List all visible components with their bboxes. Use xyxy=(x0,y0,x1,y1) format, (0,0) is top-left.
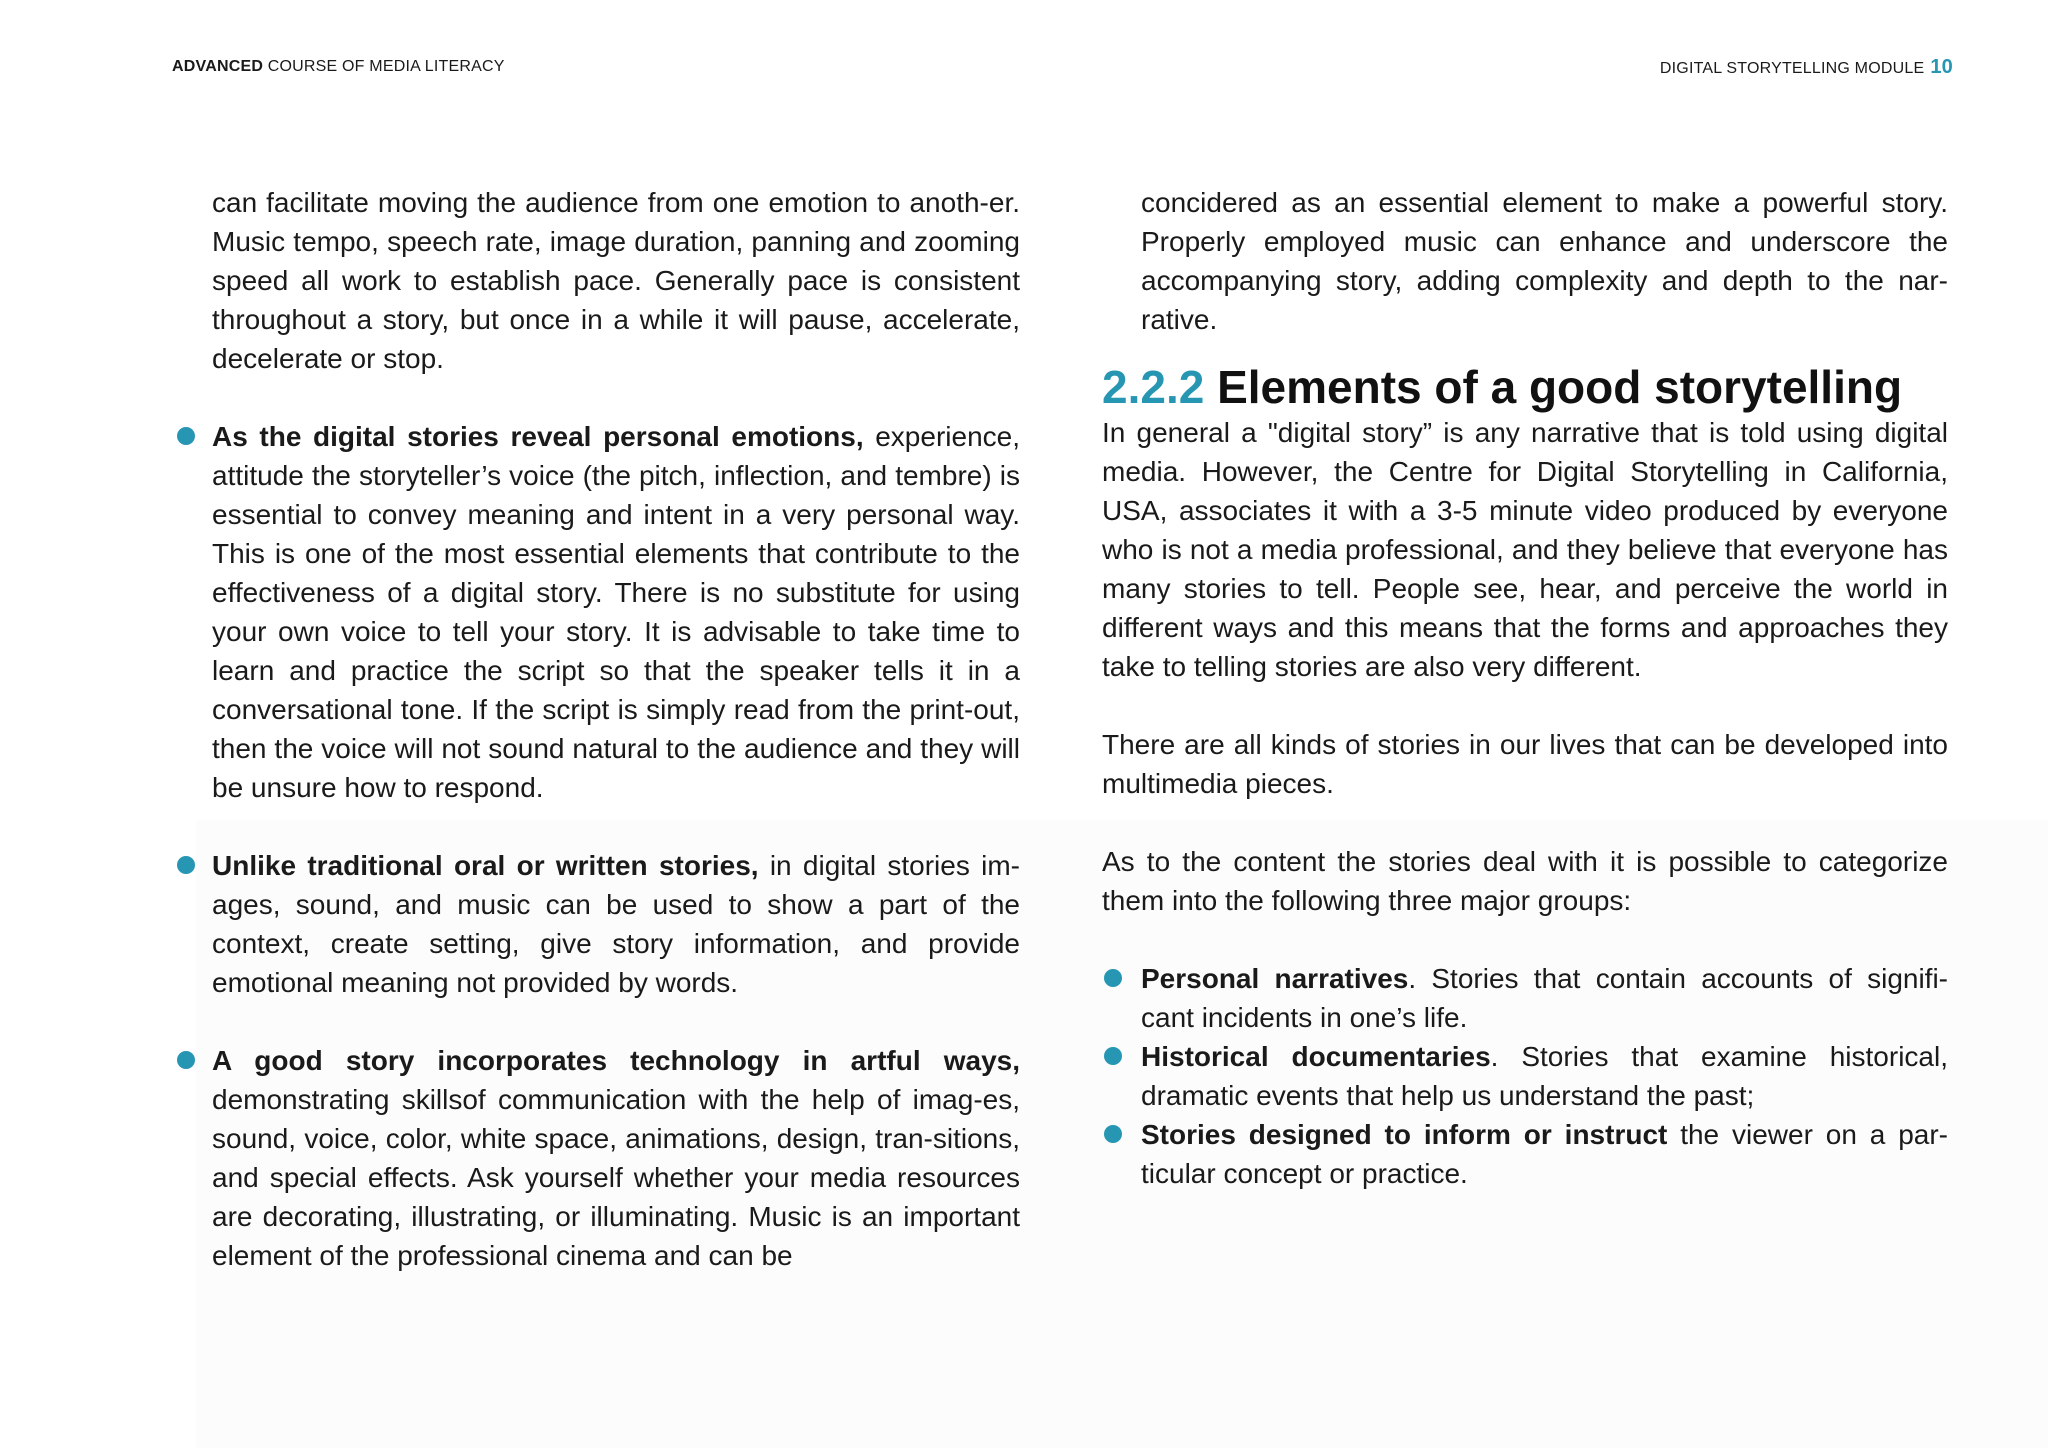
group-text: . Stories that contain accounts of signifi-cant incidents in one’s life. xyxy=(1141,963,1949,1033)
group-text: the viewer on a par-ticular concept or practice. xyxy=(1141,1119,1948,1189)
group-item xyxy=(1102,959,1948,1037)
body-paragraph: In general a "digital story” is any narrative that is told using digital media. However, the Centre for Digital Storytelling in California, USA, associates it with a 3-5 minute video produced by everyone who is not a media professional, and they believe that everyone has many stories to tell. People see, hear, and perceive the world in different ways and this means that the forms and approaches they take to telling stories are also very different. xyxy=(1102,417,1948,682)
bullet-dot-icon xyxy=(1104,1047,1122,1065)
bullet-text: demonstrating skillsof communication with the help of imag-es, sound, voice, color, white space, animations, design, tran-sitions, and special effects. Ask yourself whether your media resources are decorating, illustrating, or illuminating. Music is an important element of the professional cinema and can be xyxy=(212,1084,1020,1271)
bullet-dot-icon xyxy=(177,1051,195,1069)
group-text: . Stories that examine historical, dramatic events that help us understand the past; xyxy=(1141,1041,1948,1111)
bullet-dot-icon xyxy=(1104,1125,1122,1143)
bullet-item xyxy=(212,417,1020,807)
header-left-rest: COURSE OF MEDIA LITERACY xyxy=(263,58,505,75)
bullet-item xyxy=(212,846,1020,1002)
running-header-left xyxy=(172,58,505,76)
page-number: 10 xyxy=(1930,56,1953,78)
group-bold-lead: Personal narratives xyxy=(1141,963,1409,994)
running-header-right xyxy=(1660,56,1953,79)
section-number: 2.2.2 xyxy=(1102,361,1205,413)
bullet-bold-lead: As the digital stories reveal personal emotions, xyxy=(212,421,864,452)
left-column xyxy=(212,183,1020,1275)
bullet-bold-lead: Unlike traditional oral or written stories, xyxy=(212,850,759,881)
section-title: Elements of a good storytelling xyxy=(1204,361,1903,413)
continuation-paragraph: concidered as an essential element to make a powerful story. Properly employed music can enhance and underscore the accompanying story, adding complexity and depth to the nar-rative. xyxy=(1141,187,1948,335)
body-paragraph: As to the content the stories deal with it is possible to categorize them into the following three major groups: xyxy=(1102,846,1948,916)
left-intro-paragraph: can facilitate moving the audience from one emotion to anoth-er. Music tempo, speech rate, image duration, panning and zooming speed all work to establish pace. Generally pace is consistent throughout a story, but once in a while it will pause, accelerate, decelerate or stop. xyxy=(212,187,1020,374)
group-bold-lead: Historical documentaries xyxy=(1141,1041,1491,1072)
right-column xyxy=(1102,183,1948,1193)
bullet-bold-lead: A good story incorporates technology in artful ways, xyxy=(212,1045,1020,1076)
bullet-text: in digital stories im-ages, sound, and music can be used to show a part of the context, create setting, give story information, and provide emotional meaning not provided by words. xyxy=(212,850,1020,998)
bullet-item xyxy=(212,1041,1020,1275)
header-left-bold: ADVANCED xyxy=(172,58,264,75)
body-paragraph: There are all kinds of stories in our lives that can be developed into multimedia pieces. xyxy=(1102,729,1948,799)
section-heading xyxy=(1102,361,1948,413)
bullet-dot-icon xyxy=(177,856,195,874)
bullet-text: experience, attitude the storyteller’s voice (the pitch, inflection, and tembre) is essential to convey meaning and intent in a very personal way. This is one of the most essential elements that contribute to the effectiveness of a digital story. There is no substitute for using your own voice to tell your story. It is advisable to take time to learn and practice the script so that the speaker tells it in a conversational tone. If the script is simply read from the print-out, then the voice will not sound natural to the audience and they will be unsure how to respond. xyxy=(212,421,1020,803)
group-item xyxy=(1102,1037,1948,1115)
group-bold-lead: Stories designed to inform or instruct xyxy=(1141,1119,1668,1150)
header-right-title: DIGITAL STORYTELLING MODULE xyxy=(1659,60,1925,77)
bullet-dot-icon xyxy=(1104,969,1122,987)
bullet-dot-icon xyxy=(177,427,195,445)
group-item xyxy=(1102,1115,1948,1193)
